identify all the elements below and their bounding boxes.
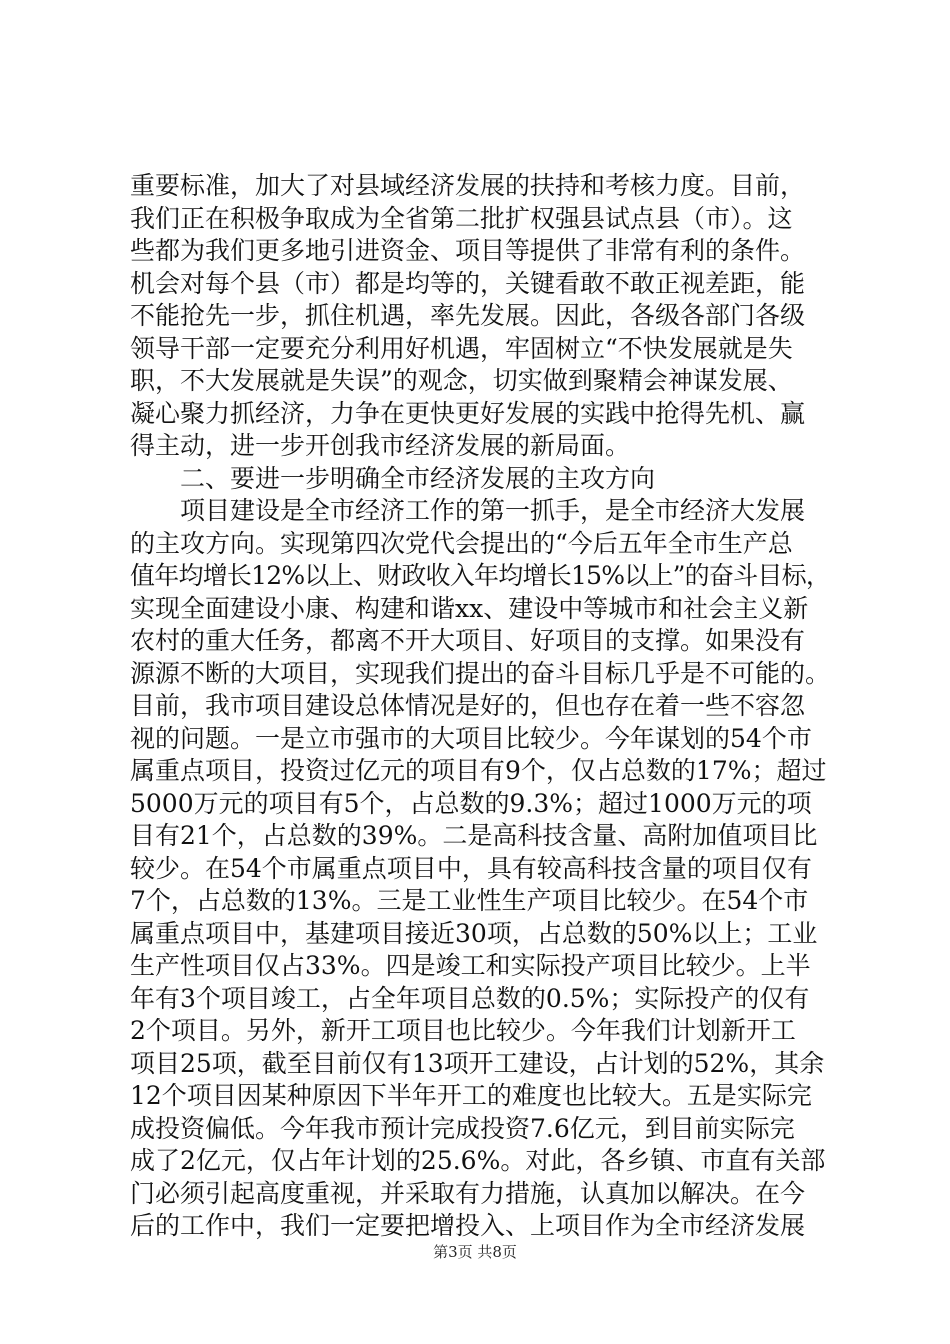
- text-line: 成了2亿元，仅占年计划的25.6%。对此，各乡镇、市直有关部: [130, 1146, 826, 1175]
- text-line: 成投资偏低。今年我市预计完成投资7.6亿元，到目前实际完: [130, 1113, 795, 1143]
- text-line: 我们正在积极争取成为全省第二批扩权强县试点县（市）。这: [130, 203, 793, 233]
- text-line: 7个，占总数的13%。三是工业性生产项目比较少。在54个市: [130, 886, 809, 915]
- text-line: 属重点项目中，基建项目接近30项，占总数的50%以上；工业: [130, 918, 818, 948]
- text-line: 5000万元的项目有5个，占总数的9.3%；超过1000万元的项: [130, 788, 812, 818]
- text-line: 12个项目因某种原因下半年开工的难度也比较大。五是实际完: [130, 1081, 812, 1110]
- text-line: 项目25项，截至目前仅有13项开工建设，占计划的52%，其余: [130, 1048, 825, 1078]
- text-line: 后的工作中，我们一定要把增投入、上项目作为全市经济发展: [130, 1211, 806, 1240]
- text-line: 较少。在54个市属重点项目中，具有较高科技含量的项目仅有: [130, 853, 812, 883]
- text-line: 属重点项目，投资过亿元的项目有9个，仅占总数的17%；超过: [130, 756, 827, 785]
- text-line: 年有3个项目竣工，占全年项目总数的0.5%；实际投产的仅有: [130, 983, 810, 1013]
- text-line: 2个项目。另外，新开工项目也比较少。今年我们计划新开工: [130, 1016, 796, 1045]
- text-line: 项目建设是全市经济工作的第一抓手，是全市经济大发展: [180, 496, 806, 525]
- text-line: 门必须引起高度重视，并采取有力措施，认真加以解决。在今: [130, 1178, 806, 1208]
- text-line: 些都为我们更多地引进资金、项目等提供了非常有利的条件。: [130, 236, 806, 265]
- text-line: 实现全面建设小康、构建和谐xx、建设中等城市和社会主义新: [130, 593, 809, 623]
- document-body: [130, 170, 830, 1243]
- text-line: 视的问题。一是立市强市的大项目比较少。今年谋划的54个市: [130, 723, 812, 753]
- text-line: 二、要进一步明确全市经济发展的主攻方向: [180, 463, 656, 493]
- text-line: 职，不大发展就是失误”的观念，切实做到聚精会神谋发展、: [130, 366, 793, 395]
- text-line: 机会对每个县（市）都是均等的，关键看敢不敢正视差距，能: [130, 268, 806, 298]
- text-line: 领导干部一定要充分利用好机遇，牢固树立“不快发展就是失: [130, 333, 793, 363]
- text-line: 目前，我市项目建设总体情况是好的，但也存在着一些不容忽: [130, 691, 806, 720]
- text-line: 值年均增长12%以上、财政收入年均增长15%以上”的奋斗目标，: [130, 561, 831, 590]
- text-line: 源源不断的大项目，实现我们提出的奋斗目标几乎是不可能的。: [130, 658, 831, 688]
- page-footer: 第3页 共8页: [433, 1243, 517, 1261]
- text-line: 凝心聚力抓经济，力争在更快更好发展的实践中抢得先机、赢: [130, 398, 806, 428]
- text-line: 目有21个，占总数的39%。二是高科技含量、高附加值项目比: [130, 821, 818, 850]
- text-line: 不能抢先一步，抓住机遇，率先发展。因此，各级各部门各级: [130, 301, 806, 330]
- text-line: 的主攻方向。实现第四次党代会提出的“今后五年全市生产总: [130, 528, 793, 558]
- text-line: 农村的重大任务，都离不开大项目、好项目的支撑。如果没有: [130, 626, 806, 655]
- text-line: 重要标准，加大了对县域经济发展的扶持和考核力度。目前，: [130, 171, 806, 200]
- text-line: 得主动，进一步开创我市经济发展的新局面。: [130, 431, 631, 460]
- text-line: 生产性项目仅占33%。四是竣工和实际投产项目比较少。上半: [130, 951, 811, 980]
